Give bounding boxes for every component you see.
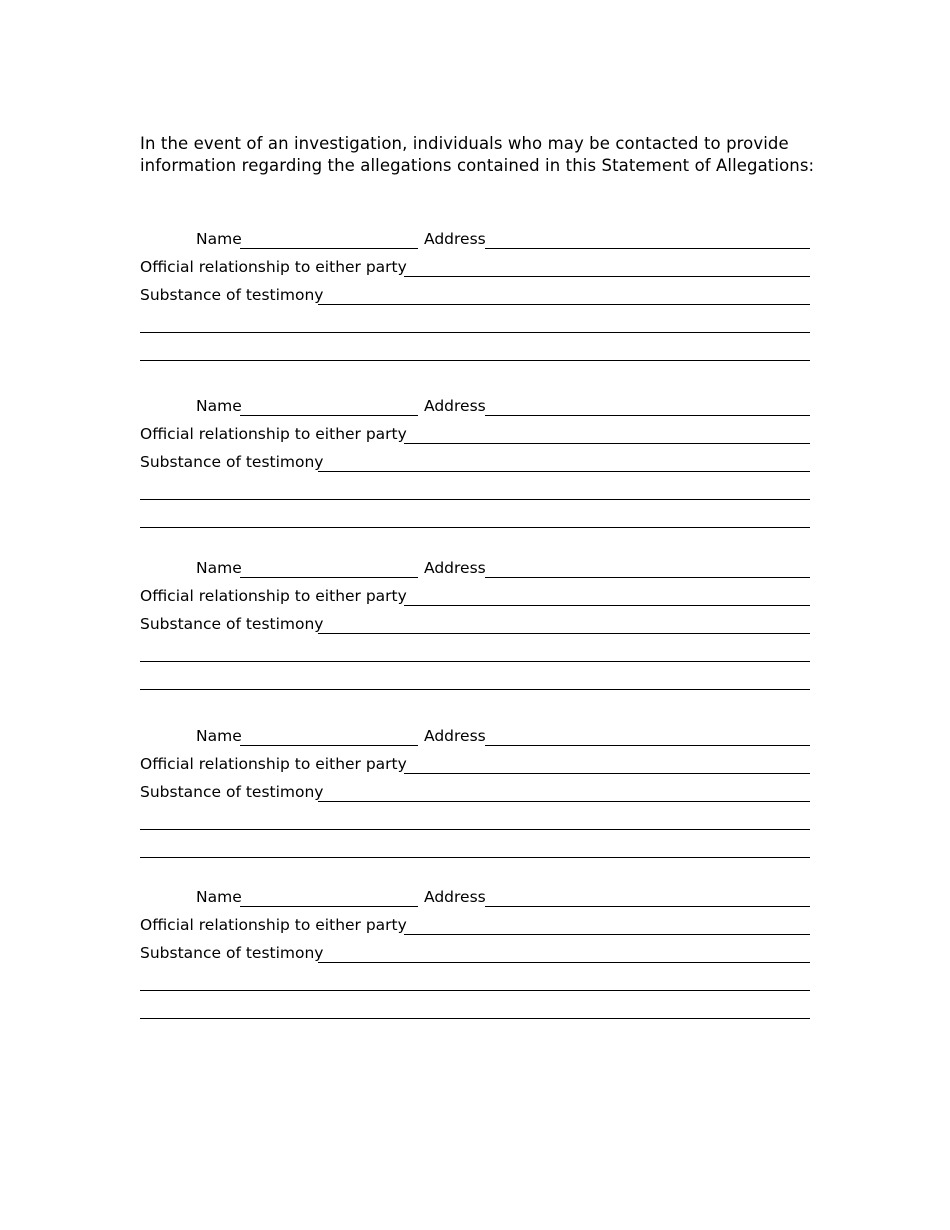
substance-continuation-line-2[interactable] (140, 360, 810, 361)
address-field[interactable] (485, 577, 810, 578)
substance-continuation-line-1[interactable] (140, 990, 810, 991)
substance-continuation-line-1[interactable] (140, 829, 810, 830)
relationship-field[interactable] (404, 773, 810, 774)
name-label: Name (196, 888, 242, 906)
substance-continuation-line-2[interactable] (140, 689, 810, 690)
substance-field[interactable] (318, 962, 810, 963)
substance-field[interactable] (318, 304, 810, 305)
address-label: Address (424, 230, 486, 248)
name-field[interactable] (240, 745, 418, 746)
intro-line-1: In the event of an investigation, individuals who may be contacted to provide (140, 134, 789, 153)
relationship-label: Official relationship to either party (140, 755, 407, 773)
relationship-field[interactable] (404, 605, 810, 606)
substance-continuation-line-1[interactable] (140, 661, 810, 662)
witness-entry-4 (140, 727, 810, 867)
name-label: Name (196, 559, 242, 577)
intro-line-2: information regarding the allegations contained in this Statement of Allegations: (140, 156, 815, 175)
address-field[interactable] (485, 415, 810, 416)
name-field[interactable] (240, 415, 418, 416)
relationship-field[interactable] (404, 934, 810, 935)
substance-field[interactable] (318, 801, 810, 802)
substance-continuation-line-2[interactable] (140, 1018, 810, 1019)
address-label: Address (424, 727, 486, 745)
address-field[interactable] (485, 248, 810, 249)
name-field[interactable] (240, 248, 418, 249)
substance-label: Substance of testimony (140, 615, 324, 633)
substance-continuation-line-1[interactable] (140, 499, 810, 500)
relationship-field[interactable] (404, 276, 810, 277)
witness-entry-1 (140, 230, 810, 370)
substance-label: Substance of testimony (140, 286, 324, 304)
substance-continuation-line-2[interactable] (140, 857, 810, 858)
name-field[interactable] (240, 577, 418, 578)
address-label: Address (424, 397, 486, 415)
name-field[interactable] (240, 906, 418, 907)
address-label: Address (424, 559, 486, 577)
address-field[interactable] (485, 745, 810, 746)
address-field[interactable] (485, 906, 810, 907)
relationship-label: Official relationship to either party (140, 425, 407, 443)
substance-continuation-line-2[interactable] (140, 527, 810, 528)
relationship-label: Official relationship to either party (140, 258, 407, 276)
witness-entry-3 (140, 559, 810, 699)
relationship-label: Official relationship to either party (140, 916, 407, 934)
substance-field[interactable] (318, 633, 810, 634)
substance-label: Substance of testimony (140, 453, 324, 471)
substance-continuation-line-1[interactable] (140, 332, 810, 333)
name-label: Name (196, 397, 242, 415)
name-label: Name (196, 727, 242, 745)
name-label: Name (196, 230, 242, 248)
substance-label: Substance of testimony (140, 944, 324, 962)
intro-paragraph (140, 133, 820, 177)
substance-label: Substance of testimony (140, 783, 324, 801)
relationship-label: Official relationship to either party (140, 587, 407, 605)
substance-field[interactable] (318, 471, 810, 472)
witness-entry-5 (140, 888, 810, 1028)
address-label: Address (424, 888, 486, 906)
witness-entry-2 (140, 397, 810, 537)
relationship-field[interactable] (404, 443, 810, 444)
